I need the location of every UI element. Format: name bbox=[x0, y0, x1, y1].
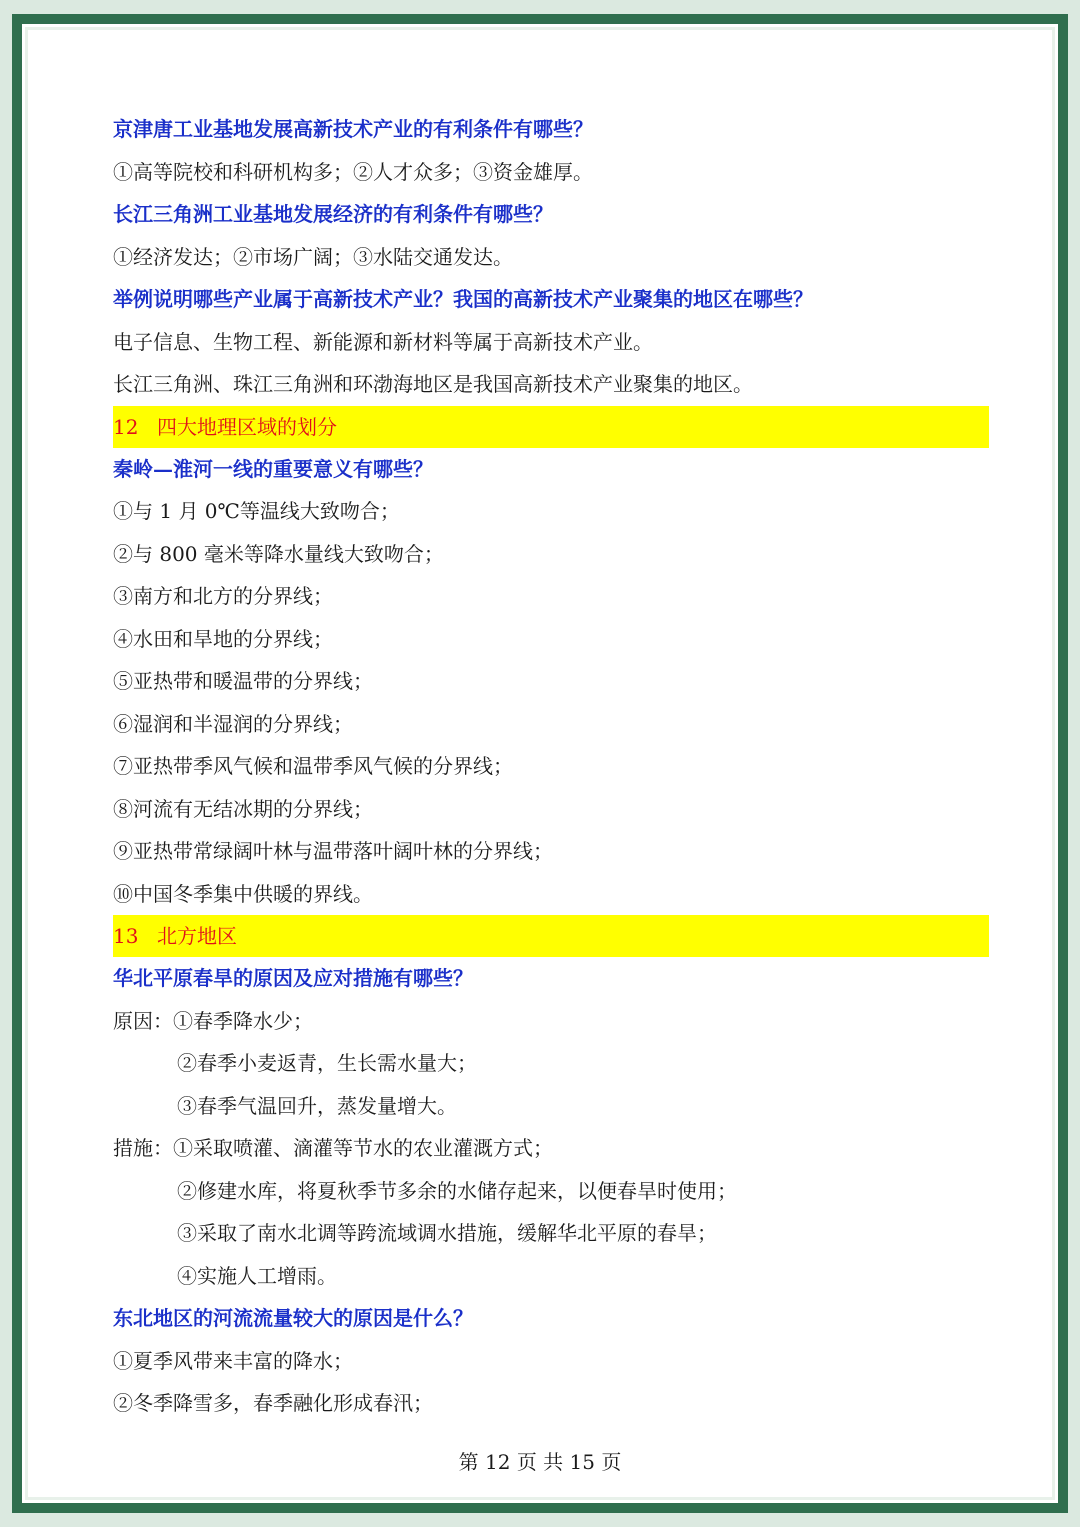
question-line: 东北地区的河流流量较大的原因是什么？ bbox=[113, 1306, 473, 1330]
answer-line: 长江三角洲、珠江三角洲和环渤海地区是我国高新技术产业聚集的地区。 bbox=[113, 372, 753, 396]
question-line: 长江三角洲工业基地发展经济的有利条件有哪些？ bbox=[113, 202, 553, 226]
answer-line: ⑥湿润和半湿润的分界线； bbox=[113, 711, 353, 736]
question-line: 举例说明哪些产业属于高新技术产业？我国的高新技术产业聚集的地区在哪些？ bbox=[113, 287, 813, 311]
answer-line: 措施：①采取喷灌、滴灌等节水的农业灌溉方式； bbox=[113, 1136, 553, 1160]
page-content bbox=[113, 108, 989, 1425]
section-heading bbox=[113, 915, 989, 957]
question-line: 华北平原春旱的原因及应对措施有哪些？ bbox=[113, 966, 473, 990]
section-number: 12 bbox=[113, 414, 139, 439]
section-title: 北方地区 bbox=[157, 924, 237, 948]
answer-line: ②与 800 毫米等降水量线大致吻合； bbox=[113, 541, 444, 566]
question-line: 京津唐工业基地发展高新技术产业的有利条件有哪些？ bbox=[113, 117, 593, 141]
answer-line: ⑦亚热带季风气候和温带季风气候的分界线； bbox=[113, 754, 513, 778]
answer-line: ②春季小麦返青，生长需水量大； bbox=[177, 1051, 477, 1075]
section-number: 13 bbox=[113, 924, 139, 948]
answer-line: ③春季气温回升，蒸发量增大。 bbox=[177, 1093, 457, 1118]
answer-line: ①与 1 月 0℃等温线大致吻合； bbox=[113, 499, 400, 523]
answer-line: ③采取了南水北调等跨流域调水措施，缓解华北平原的春旱； bbox=[177, 1221, 717, 1245]
answer-line: ⑤亚热带和暖温带的分界线； bbox=[113, 669, 373, 693]
answer-line: ①夏季风带来丰富的降水； bbox=[113, 1348, 353, 1373]
answer-line: ⑩中国冬季集中供暖的界线。 bbox=[113, 881, 373, 906]
answer-line: ④水田和旱地的分界线； bbox=[113, 626, 333, 651]
answer-line: ③南方和北方的分界线； bbox=[113, 584, 333, 608]
answer-line: ④实施人工增雨。 bbox=[177, 1263, 337, 1288]
answer-line: ②修建水库，将夏秋季节多余的水储存起来，以便春旱时使用； bbox=[177, 1178, 737, 1203]
answer-line: ①高等院校和科研机构多；②人才众多；③资金雄厚。 bbox=[113, 159, 593, 184]
answer-line: 原因：①春季降水少； bbox=[113, 1008, 313, 1033]
answer-line: ⑧河流有无结冰期的分界线； bbox=[113, 796, 373, 821]
document-page bbox=[12, 14, 1068, 1513]
answer-line: ②冬季降雪多，春季融化形成春汛； bbox=[113, 1391, 433, 1415]
page-number: 第 12 页 共 15 页 bbox=[458, 1450, 622, 1474]
answer-line: ⑨亚热带常绿阔叶林与温带落叶阔叶林的分界线； bbox=[113, 839, 553, 863]
question-line: 秦岭—淮河一线的重要意义有哪些？ bbox=[113, 456, 433, 481]
section-heading bbox=[113, 406, 989, 448]
answer-line: ①经济发达；②市场广阔；③水陆交通发达。 bbox=[113, 244, 513, 269]
answer-line: 电子信息、生物工程、新能源和新材料等属于高新技术产业。 bbox=[113, 329, 653, 354]
section-title: 四大地理区域的划分 bbox=[157, 414, 337, 439]
